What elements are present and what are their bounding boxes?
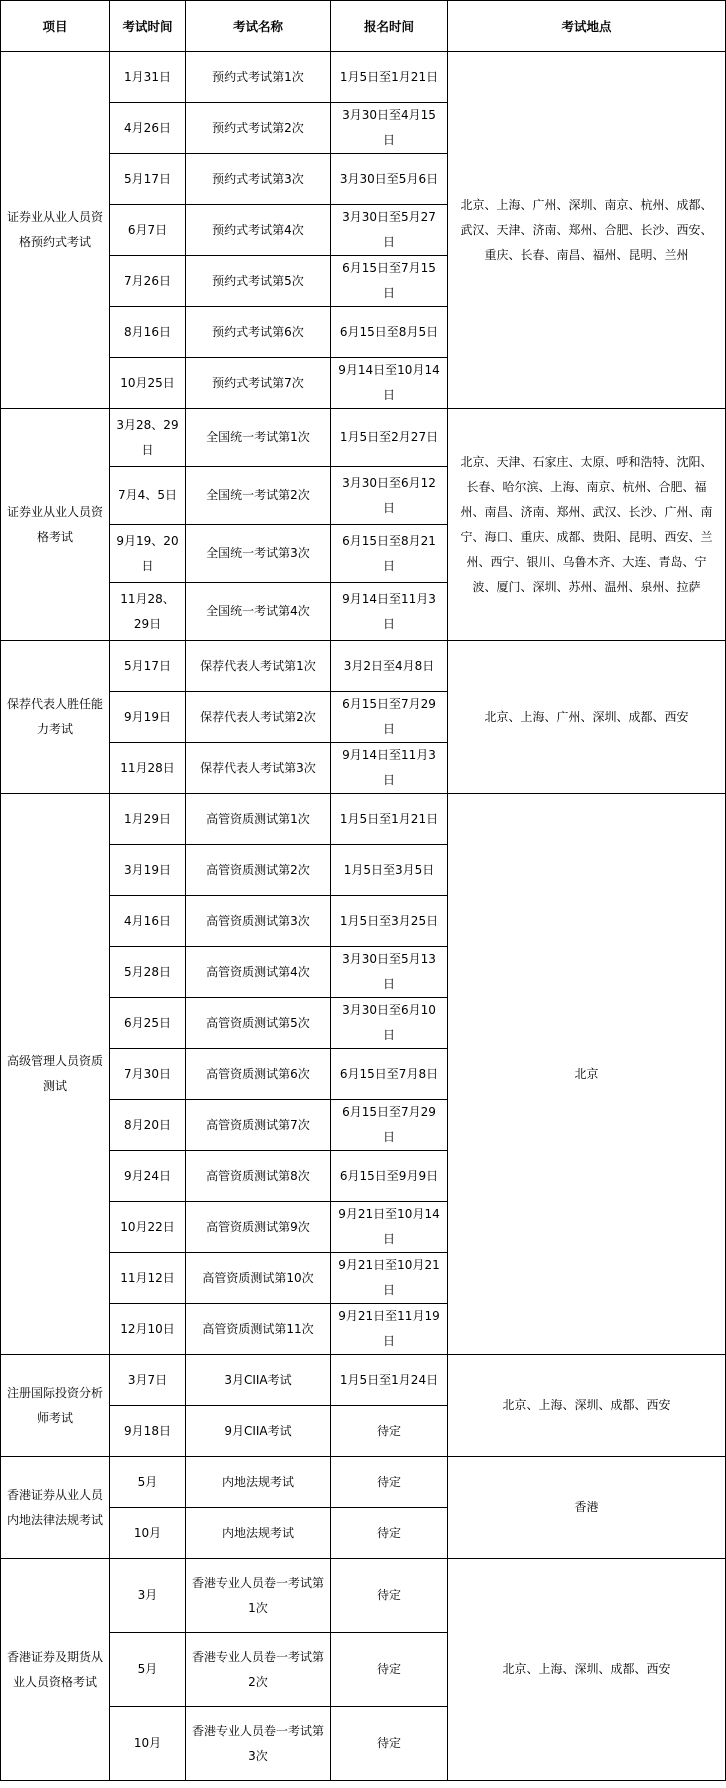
registration-cell: 1月5日至2月27日 [331,409,448,467]
exam-date-cell: 11月28、29日 [110,583,186,641]
exam-name-cell: 3月CIIA考试 [186,1355,331,1406]
exam-name-cell: 预约式考试第5次 [186,256,331,307]
exam-date-cell: 11月28日 [110,743,186,794]
registration-cell: 1月5日至3月25日 [331,896,448,947]
registration-cell: 9月21日至11月19日 [331,1304,448,1355]
exam-date-cell: 5月28日 [110,947,186,998]
location-cell: 北京、上海、深圳、成都、西安 [448,1355,726,1457]
exam-date-cell: 5月 [110,1457,186,1508]
registration-cell: 9月14日至10月14日 [331,358,448,409]
registration-cell: 待定 [331,1508,448,1559]
exam-date-cell: 12月10日 [110,1304,186,1355]
exam-date-cell: 10月 [110,1508,186,1559]
exam-name-cell: 全国统一考试第4次 [186,583,331,641]
project-cell: 香港证券从业人员内地法律法规考试 [1,1457,110,1559]
header-exam-location: 考试地点 [448,1,726,52]
exam-date-cell: 7月30日 [110,1049,186,1100]
exam-name-cell: 高管资质测试第11次 [186,1304,331,1355]
project-cell: 注册国际投资分析师考试 [1,1355,110,1457]
exam-name-cell: 预约式考试第3次 [186,154,331,205]
exam-date-cell: 9月19、20日 [110,525,186,583]
registration-cell: 1月5日至3月5日 [331,845,448,896]
location-cell: 北京、天津、石家庄、太原、呼和浩特、沈阳、长春、哈尔滨、上海、南京、杭州、合肥、福州、南昌、济南、郑州、武汉、长沙、广州、南宁、海口、重庆、成都、贵阳、昆明、西安、兰州、西宁、银川、乌鲁木齐、大连、青岛、宁波、厦门、深圳、苏州、温州、泉州、拉萨 [448,409,726,641]
exam-name-cell: 9月CIIA考试 [186,1406,331,1457]
exam-name-cell: 高管资质测试第5次 [186,998,331,1049]
registration-cell: 待定 [331,1457,448,1508]
registration-cell: 1月5日至1月21日 [331,52,448,103]
project-cell: 证券业从业人员资格考试 [1,409,110,641]
exam-name-cell: 香港专业人员卷一考试第1次 [186,1559,331,1633]
location-cell: 北京、上海、广州、深圳、南京、杭州、成都、武汉、天津、济南、郑州、合肥、长沙、西安、重庆、长春、南昌、福州、昆明、兰州 [448,52,726,409]
project-cell: 高级管理人员资质测试 [1,794,110,1355]
registration-cell: 待定 [331,1559,448,1633]
exam-date-cell: 6月7日 [110,205,186,256]
exam-name-cell: 预约式考试第2次 [186,103,331,154]
exam-date-cell: 8月16日 [110,307,186,358]
exam-name-cell: 内地法规考试 [186,1457,331,1508]
registration-cell: 3月30日至5月6日 [331,154,448,205]
exam-name-cell: 全国统一考试第3次 [186,525,331,583]
exam-date-cell: 6月25日 [110,998,186,1049]
exam-name-cell: 高管资质测试第8次 [186,1151,331,1202]
registration-cell: 6月15日至7月29日 [331,1100,448,1151]
exam-name-cell: 香港专业人员卷一考试第3次 [186,1707,331,1781]
exam-date-cell: 3月 [110,1559,186,1633]
registration-cell: 6月15日至9月9日 [331,1151,448,1202]
table-row [1,52,726,103]
exam-date-cell: 5月17日 [110,641,186,692]
table-row [1,1355,726,1406]
registration-cell: 9月14日至11月3日 [331,583,448,641]
exam-name-cell: 保荐代表人考试第1次 [186,641,331,692]
exam-date-cell: 5月 [110,1633,186,1707]
registration-cell: 1月5日至1月24日 [331,1355,448,1406]
exam-name-cell: 高管资质测试第9次 [186,1202,331,1253]
registration-cell: 9月21日至10月14日 [331,1202,448,1253]
exam-date-cell: 10月22日 [110,1202,186,1253]
registration-cell: 3月30日至4月15日 [331,103,448,154]
exam-name-cell: 预约式考试第6次 [186,307,331,358]
exam-name-cell: 高管资质测试第4次 [186,947,331,998]
location-cell: 北京、上海、深圳、成都、西安 [448,1559,726,1781]
header-registration-period: 报名时间 [331,1,448,52]
table-row [1,794,726,845]
location-cell: 北京、上海、广州、深圳、成都、西安 [448,641,726,794]
exam-name-cell: 高管资质测试第2次 [186,845,331,896]
header-exam-date: 考试时间 [110,1,186,52]
exam-name-cell: 内地法规考试 [186,1508,331,1559]
exam-date-cell: 9月18日 [110,1406,186,1457]
registration-cell: 6月15日至7月29日 [331,692,448,743]
table-row [1,1457,726,1508]
header-row [1,1,726,52]
registration-cell: 待定 [331,1633,448,1707]
exam-date-cell: 1月29日 [110,794,186,845]
table-row [1,409,726,467]
exam-date-cell: 11月12日 [110,1253,186,1304]
exam-name-cell: 高管资质测试第7次 [186,1100,331,1151]
exam-name-cell: 高管资质测试第6次 [186,1049,331,1100]
exam-name-cell: 全国统一考试第2次 [186,467,331,525]
header-project: 项目 [1,1,110,52]
exam-date-cell: 9月24日 [110,1151,186,1202]
exam-date-cell: 3月19日 [110,845,186,896]
registration-cell: 待定 [331,1406,448,1457]
project-cell: 香港证券及期货从业人员资格考试 [1,1559,110,1781]
table-row [1,1559,726,1633]
exam-date-cell: 5月17日 [110,154,186,205]
exam-date-cell: 1月31日 [110,52,186,103]
registration-cell: 1月5日至1月21日 [331,794,448,845]
exam-date-cell: 10月25日 [110,358,186,409]
registration-cell: 9月21日至10月21日 [331,1253,448,1304]
exam-date-cell: 7月26日 [110,256,186,307]
exam-date-cell: 9月19日 [110,692,186,743]
exam-date-cell: 8月20日 [110,1100,186,1151]
exam-name-cell: 全国统一考试第1次 [186,409,331,467]
exam-name-cell: 高管资质测试第3次 [186,896,331,947]
registration-cell: 待定 [331,1707,448,1781]
registration-cell: 6月15日至8月5日 [331,307,448,358]
exam-name-cell: 保荐代表人考试第3次 [186,743,331,794]
exam-name-cell: 保荐代表人考试第2次 [186,692,331,743]
exam-name-cell: 高管资质测试第10次 [186,1253,331,1304]
location-cell: 北京 [448,794,726,1355]
project-cell: 证券业从业人员资格预约式考试 [1,52,110,409]
exam-date-cell: 7月4、5日 [110,467,186,525]
exam-name-cell: 预约式考试第7次 [186,358,331,409]
exam-date-cell: 4月16日 [110,896,186,947]
registration-cell: 3月30日至6月12日 [331,467,448,525]
registration-cell: 3月30日至5月27日 [331,205,448,256]
exam-date-cell: 3月7日 [110,1355,186,1406]
exam-date-cell: 4月26日 [110,103,186,154]
exam-name-cell: 预约式考试第1次 [186,52,331,103]
project-cell: 保荐代表人胜任能力考试 [1,641,110,794]
registration-cell: 3月30日至6月10日 [331,998,448,1049]
registration-cell: 9月14日至11月3日 [331,743,448,794]
registration-cell: 6月15日至8月21日 [331,525,448,583]
header-exam-name: 考试名称 [186,1,331,52]
registration-cell: 3月30日至5月13日 [331,947,448,998]
table-row [1,641,726,692]
exam-date-cell: 3月28、29日 [110,409,186,467]
exam-name-cell: 香港专业人员卷一考试第2次 [186,1633,331,1707]
exam-name-cell: 高管资质测试第1次 [186,794,331,845]
location-cell: 香港 [448,1457,726,1559]
registration-cell: 6月15日至7月8日 [331,1049,448,1100]
registration-cell: 6月15日至7月15日 [331,256,448,307]
registration-cell: 3月2日至4月8日 [331,641,448,692]
exam-name-cell: 预约式考试第4次 [186,205,331,256]
exam-date-cell: 10月 [110,1707,186,1781]
